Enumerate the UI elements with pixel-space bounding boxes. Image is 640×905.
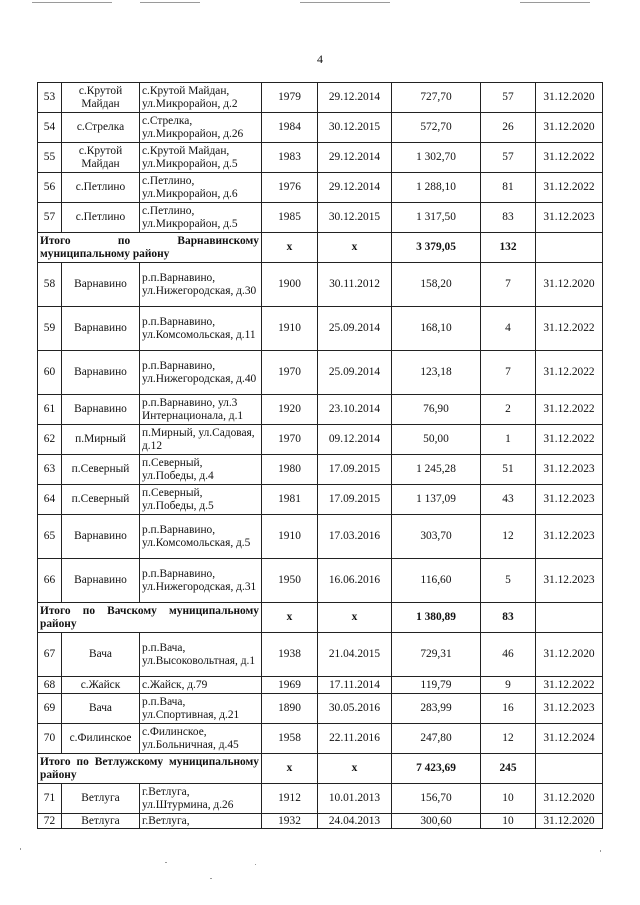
deadline-cell: 31.12.2020 [536,633,603,677]
area-cell: 119,79 [392,677,481,694]
row-number-cell: 54 [38,113,62,143]
locality-cell: с.Крутой Майдан [62,83,140,113]
count-cell: 26 [481,113,536,143]
count-cell: 12 [481,515,536,559]
row-number-cell: 67 [38,633,62,677]
locality-cell: п.Северный [62,485,140,515]
address-cell: с.Филинское, ул.Больничная, д.45 [140,724,262,754]
table-row [38,143,603,173]
total-deadline-cell [536,233,603,263]
table-row [38,633,603,677]
row-number-cell: 59 [38,307,62,351]
total-count-cell: 245 [481,754,536,784]
row-number-cell: 57 [38,203,62,233]
date-cell: 29.12.2014 [318,83,392,113]
row-number-cell: 64 [38,485,62,515]
locality-cell: Варнавино [62,395,140,425]
table-row [38,263,603,307]
locality-cell: Варнавино [62,351,140,395]
date-cell: 30.12.2015 [318,113,392,143]
table-row [38,351,603,395]
date-cell: 29.12.2014 [318,143,392,173]
address-cell: п.Северный, ул.Победы, д.5 [140,485,262,515]
count-cell: 1 [481,425,536,455]
table-body [38,83,603,829]
locality-cell: с.Крутой Майдан [62,143,140,173]
locality-cell: Варнавино [62,307,140,351]
total-area-cell: 3 379,05 [392,233,481,263]
deadline-cell: 31.12.2023 [536,455,603,485]
row-number-cell: 72 [38,814,62,829]
deadline-cell: 31.12.2022 [536,307,603,351]
address-cell: с.Петлино, ул.Микрорайон, д.5 [140,203,262,233]
total-label: Итого по Варнавинскому муниципальному району [38,233,262,263]
table-total-row [38,233,603,263]
locality-cell: п.Северный [62,455,140,485]
locality-cell: Варнавино [62,263,140,307]
address-cell: с.Жайск, д.79 [140,677,262,694]
address-cell: г.Ветлуга, ул.Штурмина, д.26 [140,784,262,814]
area-cell: 572,70 [392,113,481,143]
date-cell: 16.06.2016 [318,559,392,603]
row-number-cell: 61 [38,395,62,425]
deadline-cell: 31.12.2020 [536,784,603,814]
deadline-cell: 31.12.2022 [536,143,603,173]
date-cell: 30.12.2015 [318,203,392,233]
table-row [38,395,603,425]
total-year-cell: х [262,754,318,784]
row-number-cell: 62 [38,425,62,455]
area-cell: 1 302,70 [392,143,481,173]
table-row [38,203,603,233]
count-cell: 57 [481,143,536,173]
address-cell: г.Ветлуга, [140,814,262,829]
count-cell: 81 [481,173,536,203]
deadline-cell: 31.12.2024 [536,724,603,754]
address-cell: р.п.Варнавино, ул.Комсомольская, д.11 [140,307,262,351]
area-cell: 1 317,50 [392,203,481,233]
year-cell: 1910 [262,515,318,559]
deadline-cell: 31.12.2022 [536,173,603,203]
area-cell: 123,18 [392,351,481,395]
row-number-cell: 66 [38,559,62,603]
row-number-cell: 60 [38,351,62,395]
area-cell: 1 288,10 [392,173,481,203]
table-row [38,724,603,754]
table-row [38,559,603,603]
total-date-cell: х [318,603,392,633]
area-cell: 729,31 [392,633,481,677]
date-cell: 24.04.2013 [318,814,392,829]
address-cell: р.п.Варнавино, ул.3 Интернационала, д.1 [140,395,262,425]
area-cell: 727,70 [392,83,481,113]
count-cell: 2 [481,395,536,425]
locality-cell: с.Филинское [62,724,140,754]
address-cell: с.Крутой Майдан, ул.Микрорайон, д.2 [140,83,262,113]
date-cell: 29.12.2014 [318,173,392,203]
area-cell: 1 245,28 [392,455,481,485]
count-cell: 46 [481,633,536,677]
year-cell: 1984 [262,113,318,143]
area-cell: 1 137,09 [392,485,481,515]
count-cell: 57 [481,83,536,113]
total-label: Итого по Вачскому муниципальному району [38,603,262,633]
count-cell: 5 [481,559,536,603]
count-cell: 10 [481,814,536,829]
area-cell: 300,60 [392,814,481,829]
year-cell: 1983 [262,143,318,173]
deadline-cell: 31.12.2023 [536,694,603,724]
date-cell: 10.01.2013 [318,784,392,814]
table-row [38,173,603,203]
date-cell: 30.05.2016 [318,694,392,724]
table-row [38,307,603,351]
row-number-cell: 56 [38,173,62,203]
locality-cell: Вача [62,633,140,677]
address-cell: с.Петлино, ул.Микрорайон, д.6 [140,173,262,203]
total-label: Итого по Ветлужскому муниципальному району [38,754,262,784]
area-cell: 303,70 [392,515,481,559]
locality-cell: Варнавино [62,559,140,603]
deadline-cell: 31.12.2020 [536,263,603,307]
date-cell: 17.09.2015 [318,485,392,515]
housing-table [37,82,603,829]
locality-cell: Вача [62,694,140,724]
count-cell: 83 [481,203,536,233]
address-cell: р.п.Варнавино, ул.Нижегородская, д.31 [140,559,262,603]
area-cell: 158,20 [392,263,481,307]
deadline-cell: 31.12.2022 [536,395,603,425]
table-total-row [38,603,603,633]
table-row [38,515,603,559]
row-number-cell: 68 [38,677,62,694]
total-count-cell: 132 [481,233,536,263]
row-number-cell: 53 [38,83,62,113]
total-area-cell: 7 423,69 [392,754,481,784]
address-cell: р.п.Варнавино, ул.Нижегородская, д.30 [140,263,262,307]
deadline-cell: 31.12.2023 [536,559,603,603]
count-cell: 12 [481,724,536,754]
area-cell: 76,90 [392,395,481,425]
address-cell: р.п.Вача, ул.Спортивная, д.21 [140,694,262,724]
table-row [38,677,603,694]
total-deadline-cell [536,754,603,784]
deadline-cell: 31.12.2020 [536,814,603,829]
year-cell: 1985 [262,203,318,233]
count-cell: 43 [481,485,536,515]
locality-cell: с.Жайск [62,677,140,694]
year-cell: 1950 [262,559,318,603]
deadline-cell: 31.12.2022 [536,351,603,395]
address-cell: р.п.Вача, ул.Высоковольтная, д.1 [140,633,262,677]
deadline-cell: 31.12.2022 [536,677,603,694]
locality-cell: п.Мирный [62,425,140,455]
total-date-cell: х [318,754,392,784]
year-cell: 1890 [262,694,318,724]
count-cell: 51 [481,455,536,485]
date-cell: 23.10.2014 [318,395,392,425]
table-row [38,814,603,829]
row-number-cell: 63 [38,455,62,485]
area-cell: 116,60 [392,559,481,603]
count-cell: 9 [481,677,536,694]
locality-cell: Варнавино [62,515,140,559]
page-number: 4 [317,52,323,66]
address-cell: с.Крутой Майдан, ул.Микрорайон, д.5 [140,143,262,173]
table-row [38,694,603,724]
count-cell: 7 [481,263,536,307]
total-deadline-cell [536,603,603,633]
date-cell: 17.09.2015 [318,455,392,485]
year-cell: 1976 [262,173,318,203]
year-cell: 1932 [262,814,318,829]
year-cell: 1920 [262,395,318,425]
deadline-cell: 31.12.2023 [536,515,603,559]
deadline-cell: 31.12.2022 [536,425,603,455]
count-cell: 7 [481,351,536,395]
row-number-cell: 69 [38,694,62,724]
table-row [38,113,603,143]
year-cell: 1979 [262,83,318,113]
date-cell: 25.09.2014 [318,351,392,395]
locality-cell: Ветлуга [62,814,140,829]
count-cell: 10 [481,784,536,814]
year-cell: 1969 [262,677,318,694]
date-cell: 22.11.2016 [318,724,392,754]
table-total-row [38,754,603,784]
deadline-cell: 31.12.2020 [536,113,603,143]
address-cell: р.п.Варнавино, ул.Нижегородская, д.40 [140,351,262,395]
year-cell: 1910 [262,307,318,351]
year-cell: 1938 [262,633,318,677]
table-row [38,784,603,814]
year-cell: 1912 [262,784,318,814]
row-number-cell: 65 [38,515,62,559]
row-number-cell: 55 [38,143,62,173]
total-year-cell: х [262,233,318,263]
count-cell: 16 [481,694,536,724]
area-cell: 283,99 [392,694,481,724]
locality-cell: с.Петлино [62,173,140,203]
count-cell: 4 [481,307,536,351]
locality-cell: с.Петлино [62,203,140,233]
date-cell: 17.11.2014 [318,677,392,694]
address-cell: п.Северный, ул.Победы, д.4 [140,455,262,485]
row-number-cell: 58 [38,263,62,307]
year-cell: 1958 [262,724,318,754]
deadline-cell: 31.12.2020 [536,83,603,113]
address-cell: п.Мирный, ул.Садовая, д.12 [140,425,262,455]
area-cell: 247,80 [392,724,481,754]
address-cell: с.Стрелка, ул.Микрорайон, д.26 [140,113,262,143]
date-cell: 25.09.2014 [318,307,392,351]
year-cell: 1970 [262,425,318,455]
locality-cell: Ветлуга [62,784,140,814]
deadline-cell: 31.12.2023 [536,203,603,233]
table-row [38,485,603,515]
table-row [38,425,603,455]
area-cell: 50,00 [392,425,481,455]
row-number-cell: 70 [38,724,62,754]
date-cell: 30.11.2012 [318,263,392,307]
year-cell: 1981 [262,485,318,515]
area-cell: 156,70 [392,784,481,814]
total-year-cell: х [262,603,318,633]
area-cell: 168,10 [392,307,481,351]
total-count-cell: 83 [481,603,536,633]
year-cell: 1970 [262,351,318,395]
date-cell: 09.12.2014 [318,425,392,455]
locality-cell: с.Стрелка [62,113,140,143]
deadline-cell: 31.12.2023 [536,485,603,515]
date-cell: 21.04.2015 [318,633,392,677]
table-row [38,455,603,485]
date-cell: 17.03.2016 [318,515,392,559]
table-row [38,83,603,113]
year-cell: 1900 [262,263,318,307]
address-cell: р.п.Варнавино, ул.Комсомольская, д.5 [140,515,262,559]
row-number-cell: 71 [38,784,62,814]
total-date-cell: х [318,233,392,263]
year-cell: 1980 [262,455,318,485]
total-area-cell: 1 380,89 [392,603,481,633]
